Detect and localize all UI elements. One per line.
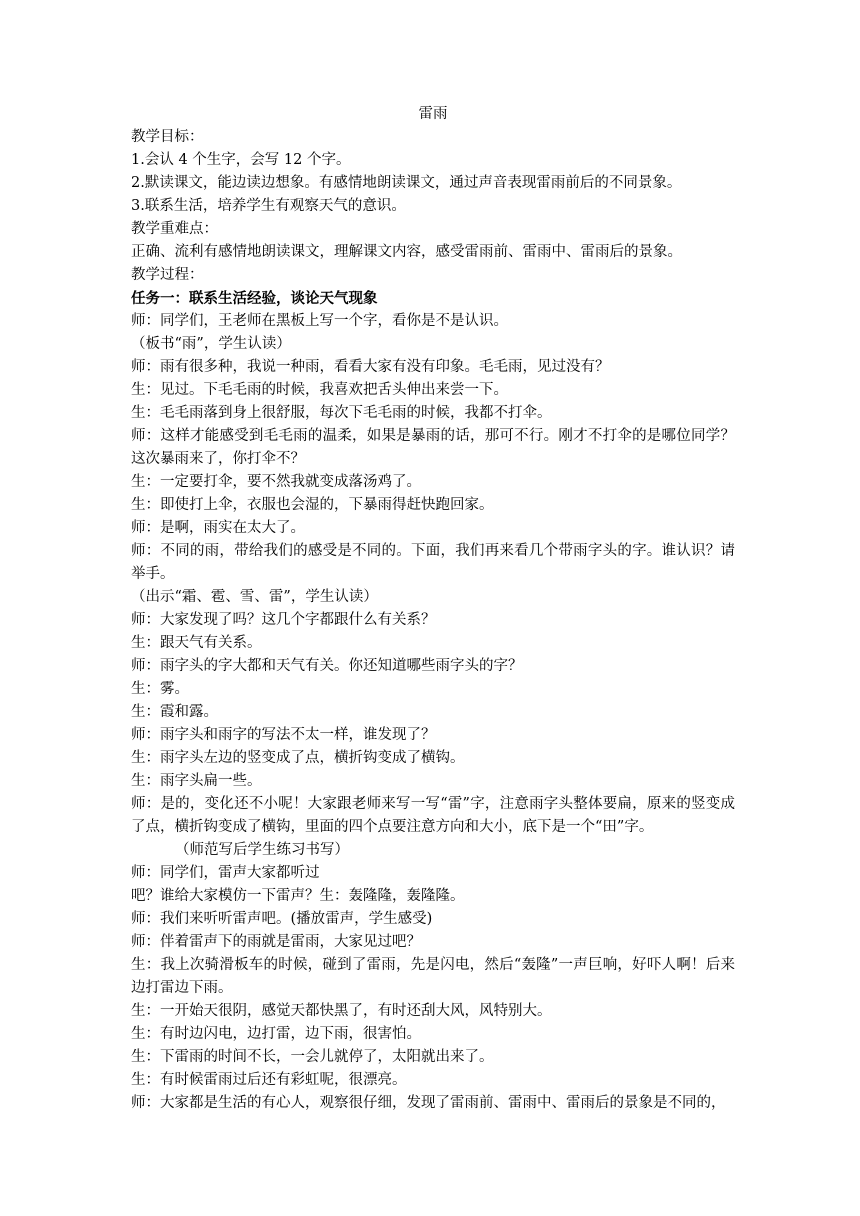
document-body [131,126,735,1115]
text-line: 教学重难点： [131,221,218,237]
text-line: 师：大家发现了吗？这几个字都跟什么有关系？ [131,612,436,628]
text-line: 生：跟天气有关系。 [131,635,262,651]
text-line: 任务一：联系生活经验，谈论天气现象 [131,290,378,307]
text-line: 师：大家都是生活的有心人，观察很仔细，发现了雷雨前、雷雨中、雷雨后的景象是不同的， [131,1095,726,1111]
text-line: 3.联系生活，培养学生有观察天气的意识。 [131,198,406,214]
text-line: 师：是啊，雨实在太大了。 [131,520,305,536]
text-line: 生：霞和露。 [131,704,218,720]
document-page [131,103,735,1115]
text-line: 生：见过。下毛毛雨的时候，我喜欢把舌头伸出来尝一下。 [131,382,508,398]
text-line: 师：雨有很多种，我说一种雨，看看大家有没有印象。毛毛雨，见过没有？ [131,359,610,375]
text-line: 师：这样才能感受到毛毛雨的温柔，如果是暴雨的话，那可不行。刚才不打伞的是哪位同学？这次暴雨来了，你打伞不？ [131,428,735,467]
text-line: 生：一定要打伞，要不然我就变成落汤鸡了。 [131,474,421,490]
text-line: 生：一开始天很阴，感觉天都快黑了，有时还刮大风，风特别大。 [131,1003,552,1019]
text-line: 师：雨字头的字大都和天气有关。你还知道哪些雨字头的字？ [131,658,523,674]
text-line: 师：伴着雷声下的雨就是雷雨，大家见过吧？ [131,934,421,950]
text-line: 师：同学们，雷声大家都听过 [131,865,320,881]
text-line: 生：下雷雨的时间不长，一会儿就停了，太阳就出来了。 [131,1049,494,1065]
text-line: 生：雨字头左边的竖变成了点，横折钩变成了横钩。 [131,750,465,766]
text-line: 师：是的，变化还不小呢！大家跟老师来写一写“雷”字，注意雨字头整体要扁，原来的竖变成了点，横折钩变成了横钩，里面的四个点要注意方向和大小，底下是一个“田”字。 [131,796,735,835]
text-line: 生：即使打上伞，衣服也会湿的，下暴雨得赶快跑回家。 [131,497,494,513]
text-line: 生：毛毛雨落到身上很舒服，每次下毛毛雨的时候，我都不打伞。 [131,405,552,421]
text-line: 生：有时边闪电，边打雷，边下雨，很害怕。 [131,1026,421,1042]
text-line: 教学过程： [131,267,204,283]
text-line: 教学目标： [131,129,204,145]
text-line: 师：不同的雨，带给我们的感受是不同的。下面，我们再来看几个带雨字头的字。谁认识？请举手。 [131,543,735,582]
text-line: 生：我上次骑滑板车的时候，碰到了雷雨，先是闪电，然后“轰隆”一声巨响，好吓人啊！后来边打雷边下雨。 [131,957,735,996]
text-line: 师：同学们，王老师在黑板上写一个字，看你是不是认识。 [131,313,508,329]
text-line: 师：我们来听听雷声吧。(播放雷声，学生感受) [131,911,433,927]
text-line: 2.默读课文，能边读边想象。有感情地朗读课文，通过声音表现雷雨前后的不同景象。 [131,175,682,191]
text-line: 生：雾。 [131,681,189,697]
text-line: 1.会认 4 个生字，会写 12 个字。 [131,152,351,168]
document-title: 雷雨 [418,106,448,122]
text-line: 生：雨字头扁一些。 [131,773,262,789]
text-line: 生：有时候雷雨过后还有彩虹呢，很漂亮。 [131,1072,407,1088]
text-line: （出示“霜、雹、雪、雷”，学生认读） [131,589,378,605]
text-line: （板书“雨”，学生认读） [131,336,291,352]
text-line: （师范写后学生练习书写） [175,842,349,858]
text-line: 吧？谁给大家模仿一下雷声？生：轰隆隆，轰隆隆。 [131,888,465,904]
text-line: 正确、流利有感情地朗读课文，理解课文内容，感受雷雨前、雷雨中、雷雨后的景象。 [131,244,682,260]
text-line: 师：雨字头和雨字的写法不太一样，谁发现了？ [131,727,436,743]
